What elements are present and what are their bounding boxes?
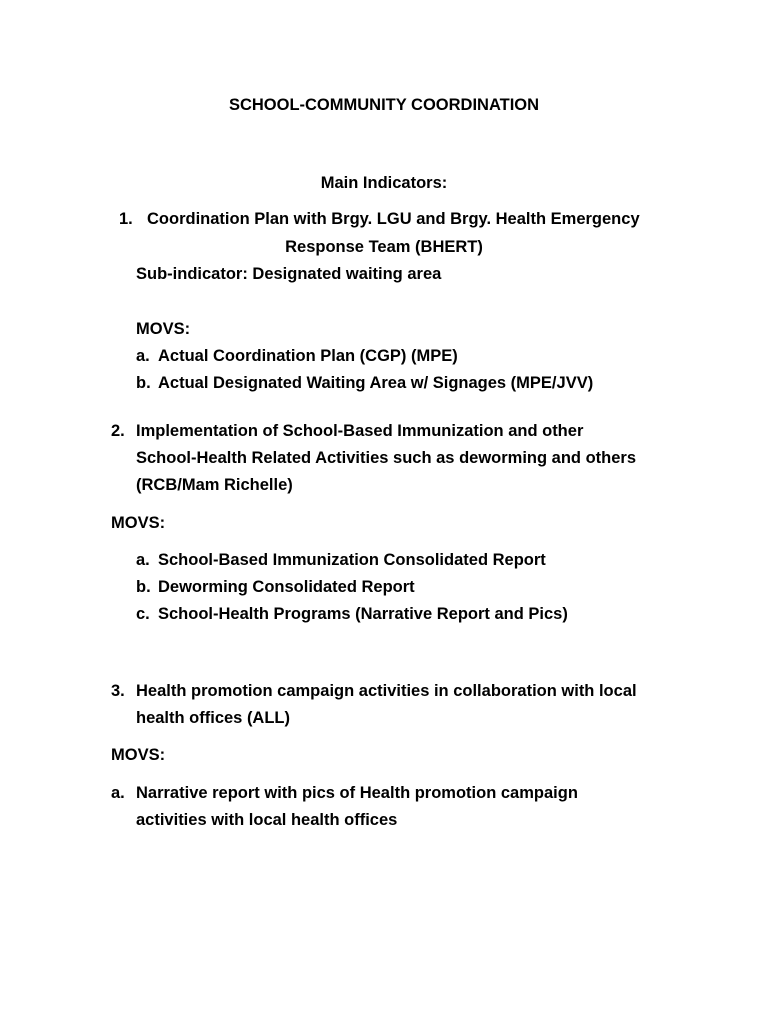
indicator-1-text-line2: Response Team (BHERT) bbox=[285, 238, 483, 256]
indicator-1-mov-a-marker: a. bbox=[136, 347, 150, 365]
indicator-2-mov-b-marker: b. bbox=[136, 578, 151, 596]
indicator-1-mov-a: Actual Coordination Plan (CGP) (MPE) bbox=[158, 347, 458, 365]
indicator-3-mov-a-marker: a. bbox=[111, 784, 125, 802]
indicator-2-mov-c-marker: c. bbox=[136, 605, 150, 623]
indicator-1-movs-label: MOVS: bbox=[136, 320, 191, 338]
indicator-1-mov-b: Actual Designated Waiting Area w/ Signages (MPE/JVV) bbox=[158, 374, 594, 392]
indicator-2-movs-label: MOVS: bbox=[111, 514, 166, 532]
indicator-3-text-line2: health offices (ALL) bbox=[136, 709, 291, 727]
indicator-1-sub-indicator: Sub-indicator: Designated waiting area bbox=[136, 265, 442, 283]
indicator-1-number: 1. bbox=[119, 210, 133, 228]
indicator-2-mov-a-marker: a. bbox=[136, 551, 150, 569]
indicator-2-number: 2. bbox=[111, 422, 125, 440]
indicator-3-mov-a-line1: Narrative report with pics of Health promotion campaign bbox=[136, 784, 578, 802]
indicator-3-movs-label: MOVS: bbox=[111, 746, 166, 764]
indicator-3-mov-a-line2: activities with local health offices bbox=[136, 811, 398, 829]
indicator-2-text-line1: Implementation of School-Based Immunization and other bbox=[136, 422, 584, 440]
indicator-1-mov-b-marker: b. bbox=[136, 374, 151, 392]
indicator-3-text-line1: Health promotion campaign activities in collaboration with local bbox=[136, 682, 637, 700]
indicator-2-text-line3: (RCB/Mam Richelle) bbox=[136, 476, 293, 494]
main-indicators-heading: Main Indicators: bbox=[320, 174, 448, 192]
indicator-1-text-line1: Coordination Plan with Brgy. LGU and Brgy. Health Emergency bbox=[147, 210, 640, 228]
indicator-2-mov-c: School-Health Programs (Narrative Report and Pics) bbox=[158, 605, 568, 623]
document-title: SCHOOL-COMMUNITY COORDINATION bbox=[228, 96, 540, 114]
indicator-2-text-line2: School-Health Related Activities such as deworming and others bbox=[136, 449, 636, 467]
indicator-3-number: 3. bbox=[111, 682, 125, 700]
indicator-2-mov-a: School-Based Immunization Consolidated Report bbox=[158, 551, 546, 569]
indicator-2-mov-b: Deworming Consolidated Report bbox=[158, 578, 415, 596]
